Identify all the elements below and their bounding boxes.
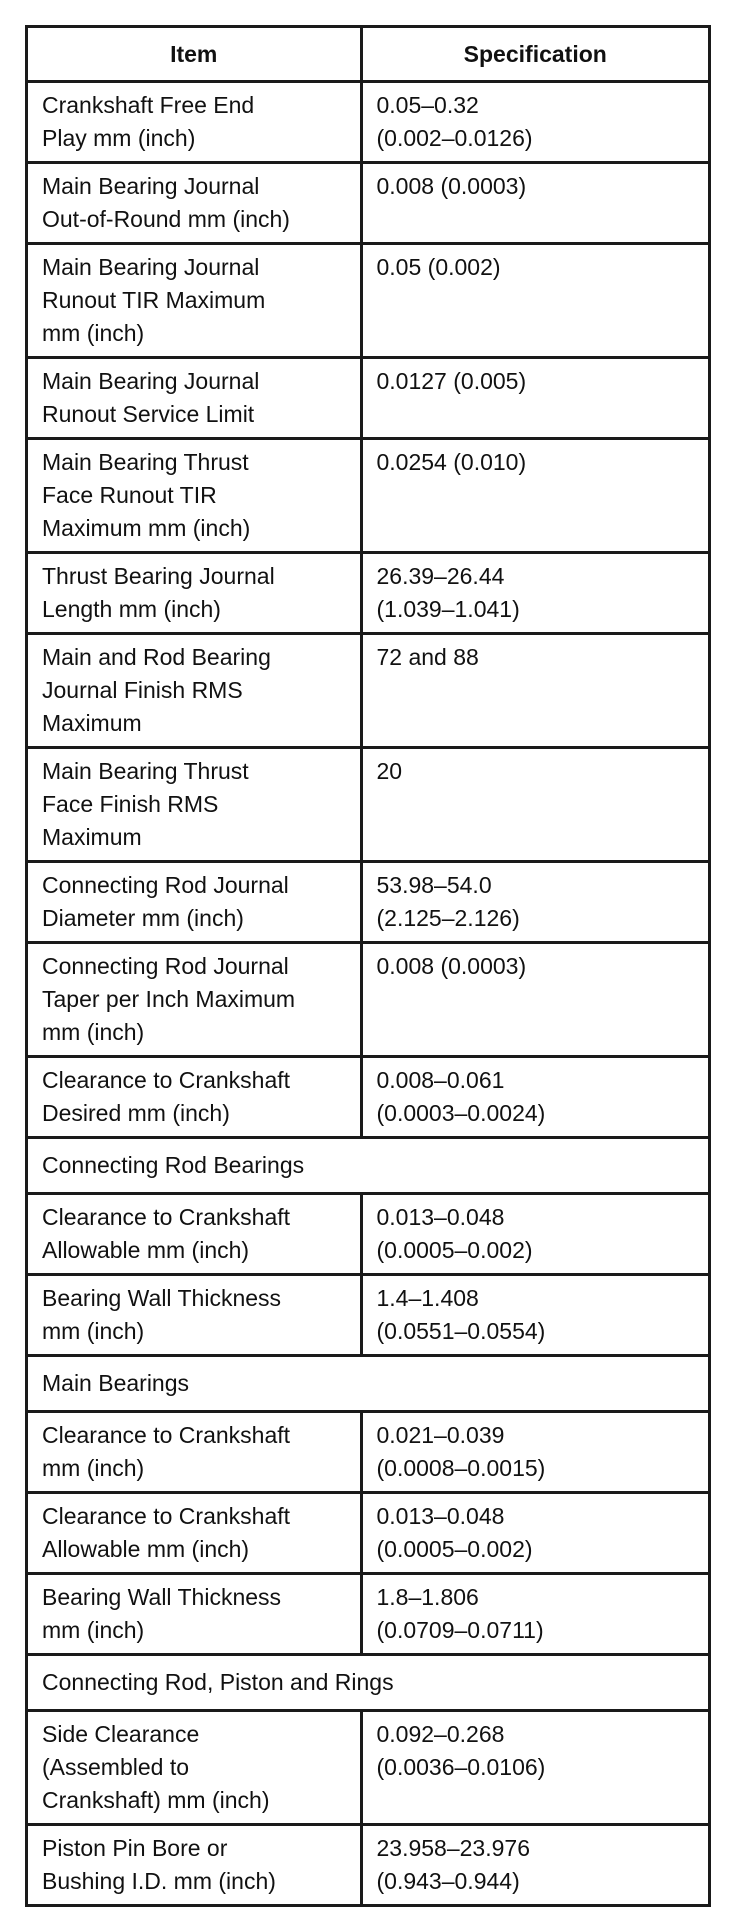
specification-cell: 0.013–0.048 (0.0005–0.002) bbox=[361, 1493, 710, 1574]
section-header: Connecting Rod Bearings bbox=[27, 1138, 710, 1194]
specification-cell: 0.0127 (0.005) bbox=[361, 358, 710, 439]
specification-cell: 0.013–0.048 (0.0005–0.002) bbox=[361, 1194, 710, 1275]
item-cell: Clearance to Crankshaft Allowable mm (inch) bbox=[27, 1493, 362, 1574]
section-header-row bbox=[27, 1356, 710, 1412]
table-row bbox=[27, 748, 710, 862]
specification-table bbox=[25, 25, 711, 1907]
item-cell: Main and Rod Bearing Journal Finish RMS Maximum bbox=[27, 634, 362, 748]
section-header: Connecting Rod, Piston and Rings bbox=[27, 1655, 710, 1711]
table-row bbox=[27, 1493, 710, 1574]
specification-cell: 26.39–26.44 (1.039–1.041) bbox=[361, 553, 710, 634]
specification-cell: 72 and 88 bbox=[361, 634, 710, 748]
item-cell: Connecting Rod Journal Taper per Inch Maximum mm (inch) bbox=[27, 943, 362, 1057]
table-row bbox=[27, 862, 710, 943]
section-header-row bbox=[27, 1138, 710, 1194]
specification-column-header: Specification bbox=[361, 27, 710, 82]
table-row bbox=[27, 1275, 710, 1356]
item-cell: Bearing Wall Thickness mm (inch) bbox=[27, 1275, 362, 1356]
item-cell: Main Bearing Thrust Face Finish RMS Maximum bbox=[27, 748, 362, 862]
item-cell: Piston Pin Bore or Bushing I.D. mm (inch) bbox=[27, 1825, 362, 1906]
table-row bbox=[27, 1412, 710, 1493]
table-row bbox=[27, 82, 710, 163]
table-row bbox=[27, 439, 710, 553]
item-cell: Side Clearance (Assembled to Crankshaft) mm (inch) bbox=[27, 1711, 362, 1825]
item-column-header: Item bbox=[27, 27, 362, 82]
section-header-row bbox=[27, 1655, 710, 1711]
header-row bbox=[27, 27, 710, 82]
item-cell: Main Bearing Journal Runout Service Limit bbox=[27, 358, 362, 439]
table-row bbox=[27, 1825, 710, 1906]
specification-cell: 1.8–1.806 (0.0709–0.0711) bbox=[361, 1574, 710, 1655]
table-row bbox=[27, 943, 710, 1057]
item-cell: Main Bearing Journal Out-of-Round mm (inch) bbox=[27, 163, 362, 244]
specification-cell: 0.05 (0.002) bbox=[361, 244, 710, 358]
specification-cell: 23.958–23.976 (0.943–0.944) bbox=[361, 1825, 710, 1906]
specification-cell: 0.008–0.061 (0.0003–0.0024) bbox=[361, 1057, 710, 1138]
section-header: Main Bearings bbox=[27, 1356, 710, 1412]
table-row bbox=[27, 1057, 710, 1138]
table-row bbox=[27, 358, 710, 439]
item-cell: Main Bearing Thrust Face Runout TIR Maximum mm (inch) bbox=[27, 439, 362, 553]
table-row bbox=[27, 1194, 710, 1275]
specification-cell: 0.021–0.039 (0.0008–0.0015) bbox=[361, 1412, 710, 1493]
table-row bbox=[27, 553, 710, 634]
specification-cell: 0.008 (0.0003) bbox=[361, 163, 710, 244]
item-cell: Crankshaft Free End Play mm (inch) bbox=[27, 82, 362, 163]
specification-cell: 0.05–0.32 (0.002–0.0126) bbox=[361, 82, 710, 163]
item-cell: Bearing Wall Thickness mm (inch) bbox=[27, 1574, 362, 1655]
specification-cell: 20 bbox=[361, 748, 710, 862]
table-row bbox=[27, 244, 710, 358]
specification-cell: 0.0254 (0.010) bbox=[361, 439, 710, 553]
table-row bbox=[27, 163, 710, 244]
item-cell: Clearance to Crankshaft Allowable mm (inch) bbox=[27, 1194, 362, 1275]
item-cell: Clearance to Crankshaft Desired mm (inch) bbox=[27, 1057, 362, 1138]
table-row bbox=[27, 634, 710, 748]
table-row bbox=[27, 1574, 710, 1655]
table-body bbox=[27, 82, 710, 1906]
specification-cell: 53.98–54.0 (2.125–2.126) bbox=[361, 862, 710, 943]
item-cell: Main Bearing Journal Runout TIR Maximum mm (inch) bbox=[27, 244, 362, 358]
specification-cell: 1.4–1.408 (0.0551–0.0554) bbox=[361, 1275, 710, 1356]
item-cell: Clearance to Crankshaft mm (inch) bbox=[27, 1412, 362, 1493]
item-cell: Connecting Rod Journal Diameter mm (inch) bbox=[27, 862, 362, 943]
specification-cell: 0.092–0.268 (0.0036–0.0106) bbox=[361, 1711, 710, 1825]
table-row bbox=[27, 1711, 710, 1825]
specification-cell: 0.008 (0.0003) bbox=[361, 943, 710, 1057]
item-cell: Thrust Bearing Journal Length mm (inch) bbox=[27, 553, 362, 634]
